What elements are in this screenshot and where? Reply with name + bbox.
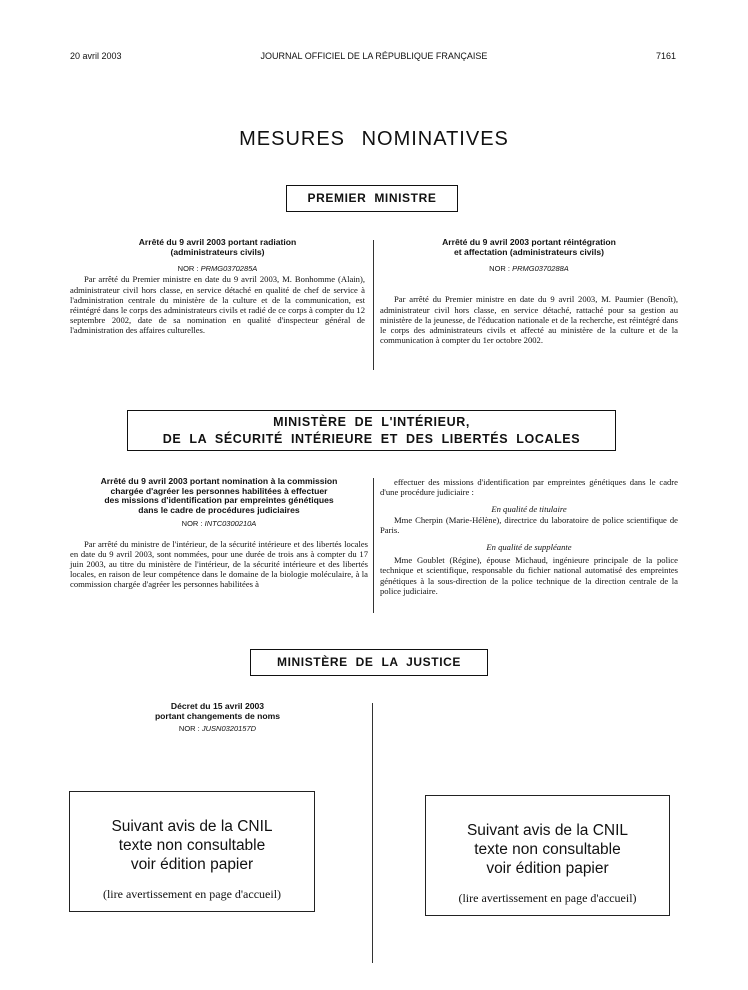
section-heading-interieur: MINISTÈRE DE L'INTÉRIEUR, DE LA SÉCURITÉ INTÉRIEURE ET DES LIBERTÉS LOCALES xyxy=(127,410,616,451)
article-nomination-continued xyxy=(380,477,678,596)
article-reintegration xyxy=(380,238,678,345)
column-divider xyxy=(373,478,374,613)
page-title: MESURES NOMINATIVES xyxy=(239,128,509,150)
article-body: Par arrêté du Premier ministre en date du 9 avril 2003, M. Bonhomme (Alain), administrateur civil hors classe, en service détaché en qualité de chef de service à l'administration centrale du ministère de la culture et de la communication, est réintégré dans le corps des administrateurs civils et radié de ce corps à compter du 12 septembre 2002, date de sa nomination en qualité d'inspecteur général de l'administration des affaires culturelles. xyxy=(70,274,365,336)
titulaire-entry: Mme Cherpin (Marie-Hélène), directrice du laboratoire de police scientifique de Paris. xyxy=(380,514,678,535)
header-journal-title: JOURNAL OFFICIEL DE LA RÉPUBLIQUE FRANÇAISE xyxy=(260,51,488,61)
decree-changements-noms xyxy=(70,702,365,734)
subheading-titulaire: En qualité de titulaire xyxy=(491,504,567,515)
cnil-notice: Suivant avis de la CNIL texte non consultable voir édition papier (lire avertissement en page d'accueil) xyxy=(69,791,315,912)
suppleante-entry: Mme Goublet (Régine), épouse Michaud, ingénieure principale de la police technique et scientifique, responsable du fichier national automatisé des empreintes génétiques à la sous-direction de la police technique de la direction centrale de la police judiciaire. xyxy=(380,555,678,596)
article-nomination-commission xyxy=(70,477,368,590)
article-title: Arrêté du 9 avril 2003 portant réintégration et affectation (administrateurs civils) xyxy=(442,237,616,257)
article-body: Par arrêté du ministre de l'intérieur, de la sécurité intérieure et des libertés locales en date du 9 avril 2003, sont nommées, pour une durée de trois ans à compter du 17 juin 2003, au titre du ministère de l'intérieur, de la sécurité intérieure et des libertés locales, en raison de leur compétence dans le domaine de la biologie moléculaire, à la commission chargée d'agréer les personnes habilitées à xyxy=(70,538,368,590)
section-heading-justice: MINISTÈRE DE LA JUSTICE xyxy=(250,649,488,676)
article-body-continued: effectuer des missions d'identification par empreintes génétiques dans le cadre d'une procédure judiciaire : xyxy=(380,477,678,498)
section-heading-premier-ministre: PREMIER MINISTRE xyxy=(286,185,458,212)
article-body: Par arrêté du Premier ministre en date du 9 avril 2003, M. Paumier (Benoît), administrateur civil hors classe, en service détaché, rattaché pour sa gestion au ministère de la jeunesse, de l'éducation nationale et de la recherche, est réintégré dans le corps des administrateurs civils et affecté au ministère de la culture et de la communication à compter du 1er octobre 2002. xyxy=(380,294,678,346)
header-page-number: 7161 xyxy=(655,51,676,61)
article-title: Arrêté du 9 avril 2003 portant radiation (administrateurs civils) xyxy=(138,237,297,257)
nor-reference: NOR : PRMG0370288A xyxy=(489,264,569,274)
cnil-notice: Suivant avis de la CNIL texte non consultable voir édition papier (lire avertissement en page d'accueil) xyxy=(425,795,670,916)
decree-title: Décret du 15 avril 2003 portant changements de noms xyxy=(154,701,281,721)
subheading-suppleante: En qualité de suppléante xyxy=(486,542,572,553)
article-radiation xyxy=(70,238,365,336)
article-title: Arrêté du 9 avril 2003 portant nomination à la commission chargée d'agréer les personnes habilitées à effectuer des missions d'identification par empreintes génétiques dans le cadre de procédures judiciaires xyxy=(100,476,338,515)
nor-reference: NOR : INTC0300210A xyxy=(181,519,257,529)
nor-reference: NOR : JUSN0320157D xyxy=(178,724,257,734)
header-date: 20 avril 2003 xyxy=(70,51,122,61)
column-divider xyxy=(373,240,374,370)
column-divider xyxy=(372,703,373,963)
nor-reference: NOR : PRMG0370285A xyxy=(177,264,258,274)
